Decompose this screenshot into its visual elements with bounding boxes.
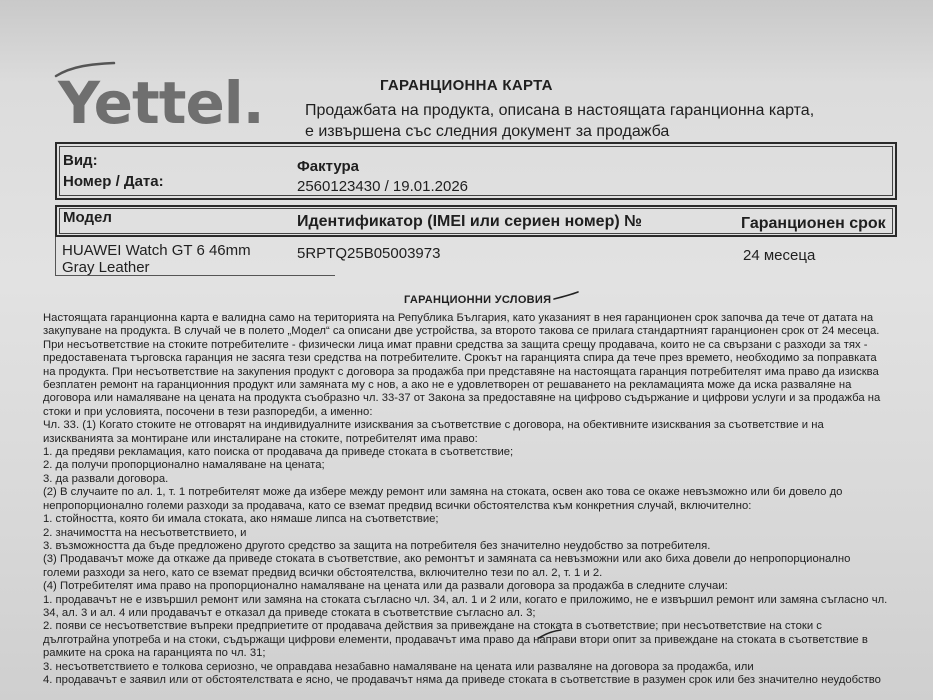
conditions-line: При несъответствие на стоките потребителите - физически лица имат правни средства за защита срещу продавача, които не са свързани с разходи за тях - bbox=[43, 338, 868, 351]
conditions-line: 4. продавачът е заявил или от обстоятелствата е ясно, че продавачът няма да приведе стоката в съответствие в разумен срок или без значително неудобство bbox=[43, 673, 881, 686]
conditions-line: 3. несъответствието е толкова сериозно, че оправдава незабавно намаляване на цената или разваляне на договора за продажба, или bbox=[43, 660, 754, 673]
conditions-body bbox=[43, 312, 923, 687]
conditions-heading: ГАРАНЦИОННИ УСЛОВИЯ bbox=[404, 294, 552, 306]
document-type-label: Вид: bbox=[63, 152, 98, 169]
document-number-label: Номер / Дата: bbox=[63, 173, 164, 190]
conditions-line: стоки и при условията, посочени в тези разпоредби, а именно: bbox=[43, 405, 373, 418]
product-model-line1: HUAWEI Watch GT 6 46mm bbox=[62, 242, 251, 259]
conditions-line: 2. значимостта на несъответствието, и bbox=[43, 526, 247, 539]
conditions-line: (4) Потребителят има право на пропорционално намаляване на цената или да развали договора за продажба в следните случаи: bbox=[43, 580, 728, 593]
conditions-line: Чл. 33. (1) Когато стоките не отговарят на индивидуалните изисквания за съответствие с договора, на обективните изисквания за съответствие и на bbox=[43, 419, 824, 432]
conditions-line: 2. появи се несъответствие въпреки предприетите от продавача действия за привеждане на стоката в съответствие; при несъответствие на стоки с bbox=[43, 620, 822, 633]
document-box-inner bbox=[59, 146, 893, 196]
document-number-value: 2560123430 / 19.01.2026 bbox=[297, 178, 468, 195]
conditions-line: закупуване на продукта. В случай че в полето „Модел“ са описани две устройства, за второто такова се прилага стандартният гаранционен срок от 24 месеца. bbox=[43, 325, 880, 338]
conditions-line: 1. продавачът не е извършил ремонт или замяна на стоката съгласно чл. 34, ал. 1 и 2 или, когато е приложимо, не е извършил ремонт или замяна съгласно чл. bbox=[43, 593, 888, 606]
conditions-line: предоставената търговска гаранция не засяга тези средства на потребителите. Срокът на гаранцията спира да тече през времето, необходимо за поправката bbox=[43, 352, 877, 365]
column-warranty-header: Гаранционен срок bbox=[741, 215, 886, 232]
conditions-line: (3) Продавачът може да откаже да приведе стоката в съответствие, ако ремонтът и замяната са невъзможни или ако биха довели до непропорционално bbox=[43, 553, 851, 566]
product-warranty-period: 24 месеца bbox=[743, 247, 816, 264]
document-type-value: Фактура bbox=[297, 158, 360, 175]
conditions-line: 34, ал. 3 и ал. 4 или продавачът е отказал да приведе стоката в съответствие съгласно ал. 3; bbox=[43, 606, 536, 619]
pen-tick-mark-icon bbox=[552, 290, 580, 302]
column-model-header: Модел bbox=[63, 209, 112, 226]
conditions-line: големи разходи за него, като се вземат предвид всички обстоятелства, включително тези по ал. 2, т. 1 и 2. bbox=[43, 566, 603, 579]
product-identifier: 5RPTQ25B05003973 bbox=[297, 245, 441, 262]
conditions-line: 1. да предяви рекламация, като поиска от продавача да приведе стоката в съответствие; bbox=[43, 446, 514, 459]
product-model-line2: Gray Leather bbox=[62, 259, 150, 276]
conditions-line: 2. да получи пропорционално намаляване на цената; bbox=[43, 459, 325, 472]
column-identifier-header: Идентификатор (IMEI или сериен номер) № bbox=[297, 213, 642, 230]
intro-line: Продажбата на продукта, описана в настоящата гаранционна карта, bbox=[305, 102, 815, 119]
yettel-logo: Yettel. bbox=[58, 69, 264, 137]
row-border-left bbox=[55, 237, 56, 275]
conditions-line: (2) В случаите по ал. 1, т. 1 потребителят може да избере между ремонт или замяна на стоката, освен ако това се окаже невъзможно или би довело до bbox=[43, 486, 843, 499]
conditions-line: дълготрайна употреба и на стоки, съдържащи цифрови елементи, продавачът има право да направи втори опит за привеждане на стоката в съответствие в bbox=[43, 633, 868, 646]
page-title: ГАРАНЦИОННА КАРТА bbox=[380, 77, 553, 94]
conditions-line: 3. възможността да бъде предложено другото средство за защита на потребителя без значително неудобство за потребителя. bbox=[43, 539, 711, 552]
conditions-line: 3. да развали договора. bbox=[43, 472, 169, 485]
conditions-line: договора или намаляване на цената на продукта съобразно чл. 33-37 от Закона за предоставяне на цифрово съдържание и цифрови услуги и за продажба на bbox=[43, 392, 881, 405]
conditions-line: Настоящата гаранционна карта е валидна само на територията на Република България, като указаният в нея гаранционен срок започва да тече от датата на bbox=[43, 312, 874, 324]
conditions-line: рамките на срока на гаранцията по чл. 31; bbox=[43, 647, 266, 660]
intro-text bbox=[305, 100, 814, 142]
intro-line: е извършена със следния документ за продажба bbox=[305, 123, 670, 140]
conditions-line: непропорционално големи разходи за продавача, като се вземат предвид всички обстоятелства към конкретния случай, включително: bbox=[43, 499, 752, 512]
conditions-line: 1. стойността, която би имала стоката, ако нямаше липса на съответствие; bbox=[43, 513, 439, 526]
conditions-line: безплатен ремонт на гаранционния продукт или замяната му с нов, а ако не е удовлетворен от решаването на рекламацията може да иска разваляне на bbox=[43, 379, 852, 392]
conditions-line: изискванията за монтиране или инсталиране на стоките, потребителят има право: bbox=[43, 432, 478, 445]
conditions-line: на продукта. При несъответствие на закупения продукт с договора за продажба при представяне на настоящата гаранция потребителят има право да изисква bbox=[43, 365, 879, 378]
